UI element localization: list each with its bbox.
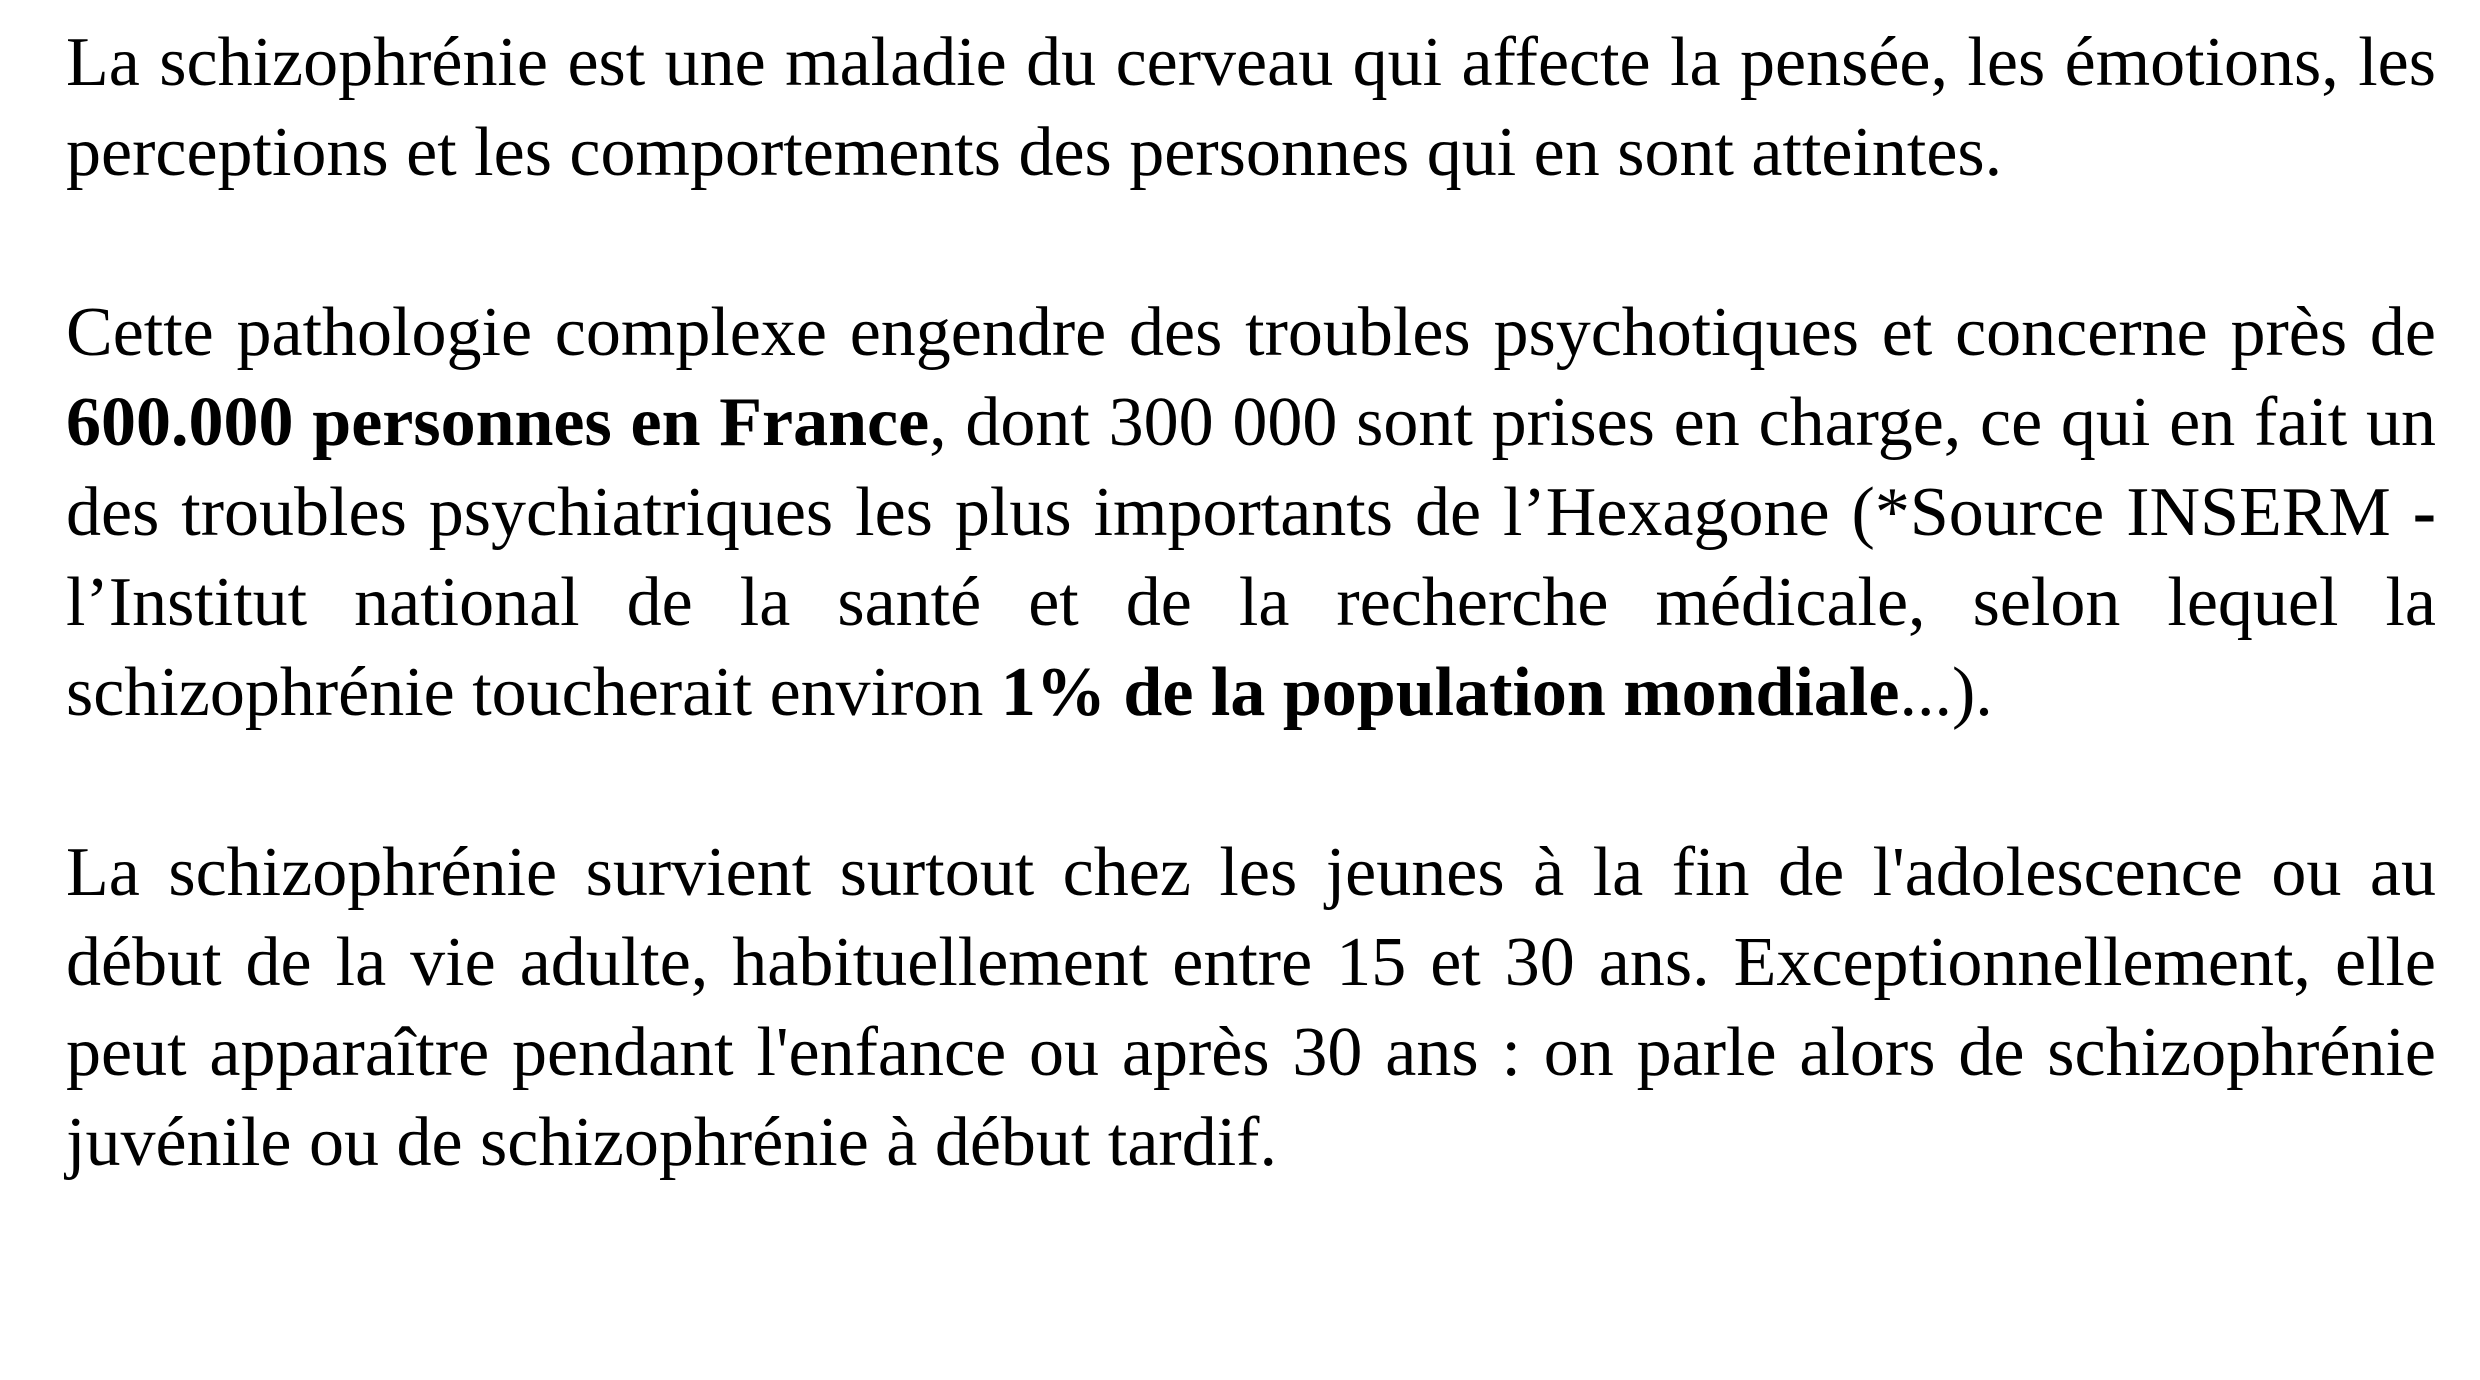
paragraph-onset: La schizophrénie survient surtout chez les jeunes à la fin de l'adolescence ou au début de la vie adulte, habituellement entre 15 et 30 ans. Exceptionnellement, elle peut apparaître pendant l'enfance ou après 30 ans : on parle alors de schizophrénie juvénile ou de schizophrénie à début tardif.	[66, 834, 2436, 1181]
prevalence-world-figure: 1% de la population mondiale	[1000, 654, 1900, 731]
prevalence-france-figure: 600.000 personnes en France	[66, 384, 930, 461]
prevalence-text-source: l’Institut national de la santé et de la recherche médicale, selon lequel la schizophrénie toucherait environ	[66, 564, 2436, 731]
paragraph-definition: La schizophrénie est une maladie du cerveau qui affecte la pensée, les émotions, les perceptions et les comportements des personnes qui en sont atteintes.	[66, 24, 2436, 191]
prevalence-text-middle: , dont 300 000 sont prises en charge, ce qui en fait un des troubles psychiatriques les plus importants de l’Hexagone (*Source INSERM	[66, 384, 2436, 551]
prevalence-text-end: ...).	[1899, 654, 1993, 731]
source-dash: -	[2412, 474, 2436, 551]
paragraph-prevalence	[66, 288, 2436, 738]
prevalence-text-intro: Cette pathologie complexe engendre des troubles psychotiques et concerne près de	[66, 294, 2436, 371]
document-body	[66, 18, 2436, 1188]
